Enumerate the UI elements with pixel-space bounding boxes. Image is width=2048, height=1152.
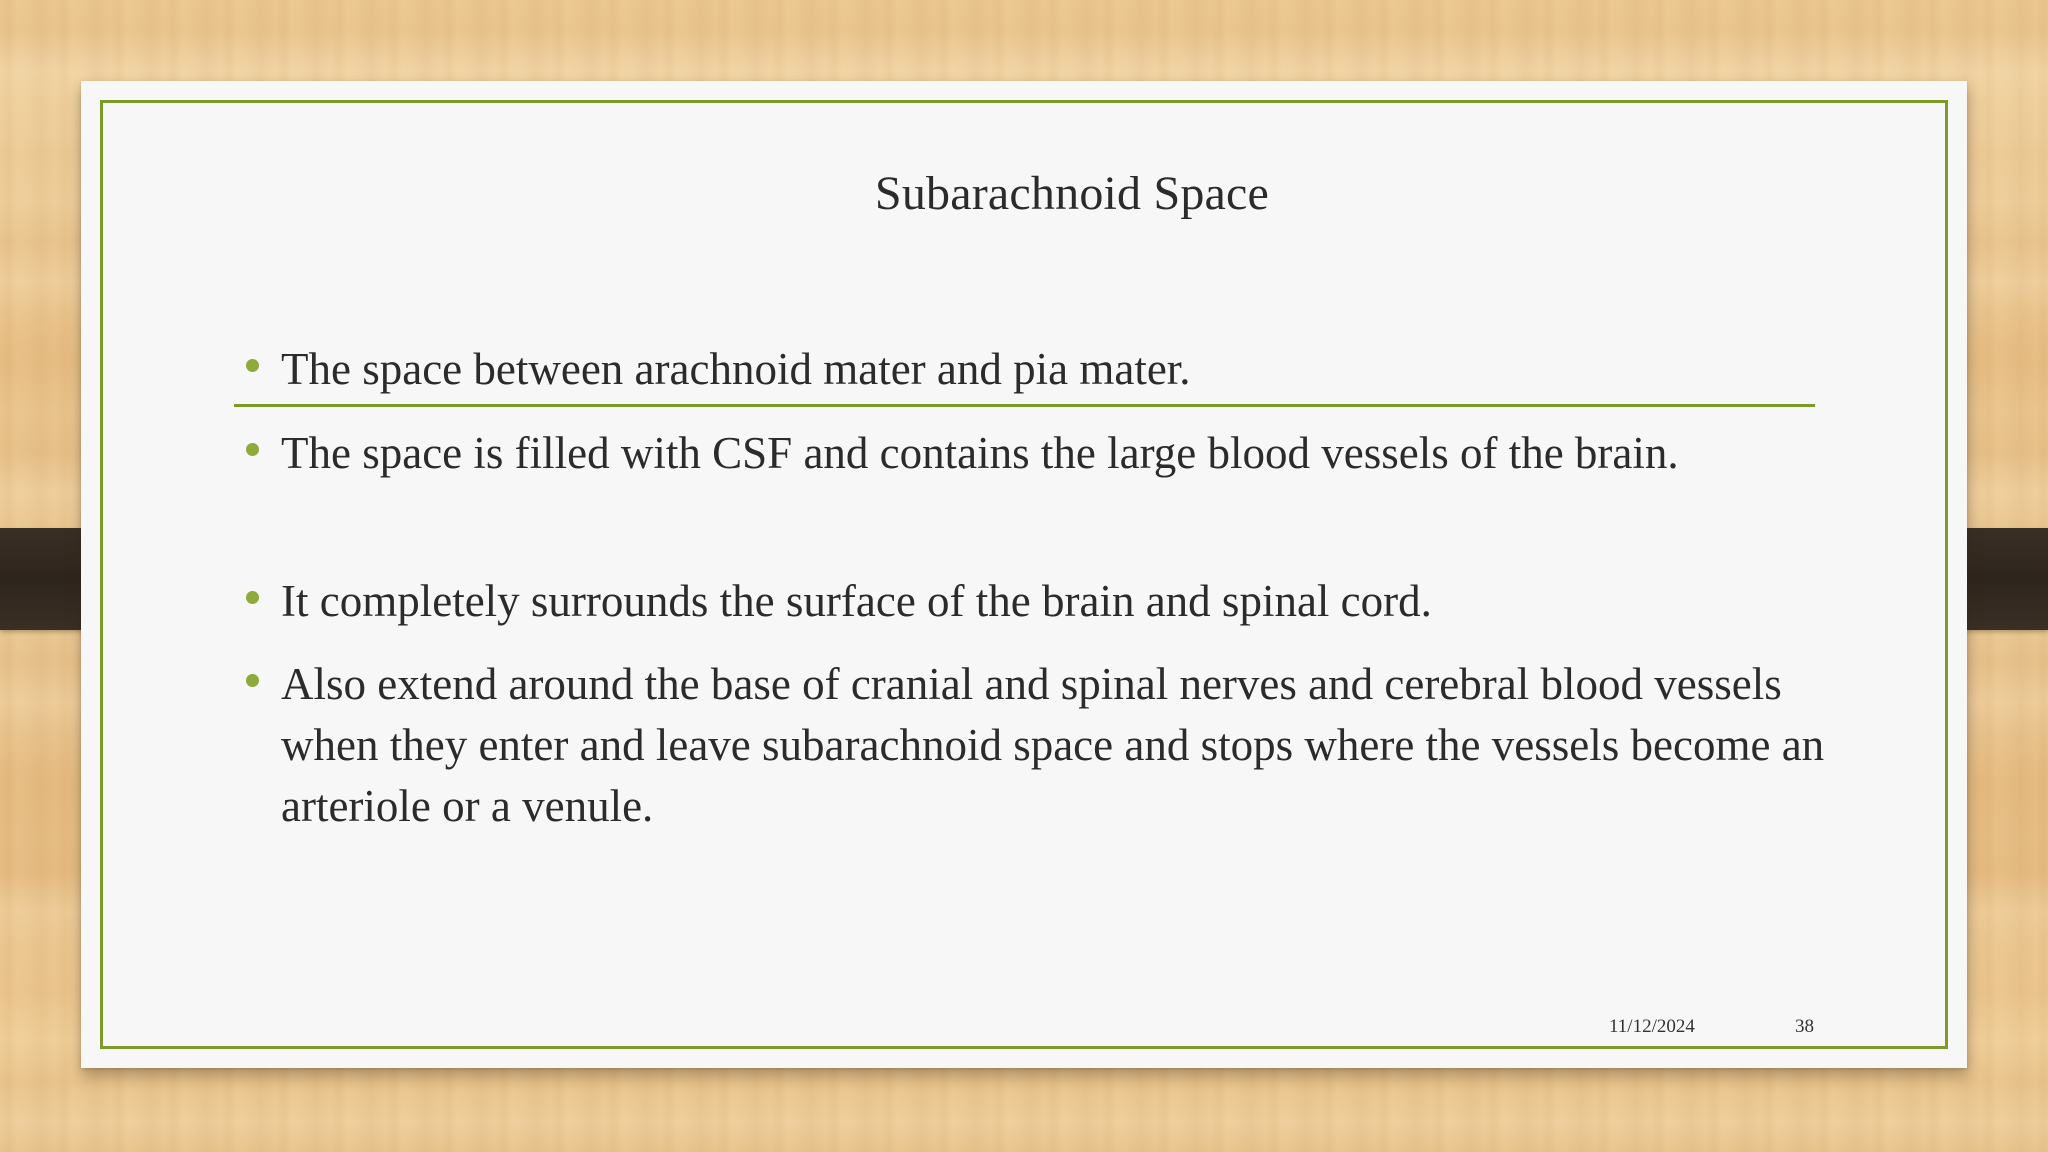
bullet-item (234, 423, 1894, 484)
slide-title: Subarachnoid Space (874, 167, 1270, 220)
bullet-item (234, 571, 1894, 632)
bullet-dot-icon (246, 359, 259, 372)
bullet-dot-icon (246, 674, 259, 687)
bullet-text: The space is filled with CSF and contains the large blood vessels of the brain. (281, 428, 1679, 478)
bullet-text: It completely surrounds the surface of the brain and spinal cord. (281, 576, 1432, 626)
bullet-text: Also extend around the base of cranial and spinal nerves and cerebral blood vessels when they enter and leave subarachnoid space and stops where the vessels become an arteriole or a venule. (281, 659, 1825, 831)
bullet-item (234, 339, 1894, 400)
slide-paper (81, 81, 1967, 1068)
bullet-dot-icon (246, 443, 259, 456)
bullet-text: The space between arachnoid mater and pia mater. (281, 344, 1191, 394)
footer-date: 11/12/2024 (1609, 1016, 1695, 1037)
footer-page-number: 38 (1795, 1016, 1814, 1037)
bullet-dot-icon (246, 591, 259, 604)
bullet-item (234, 654, 1894, 837)
title-divider-line (234, 404, 1815, 407)
